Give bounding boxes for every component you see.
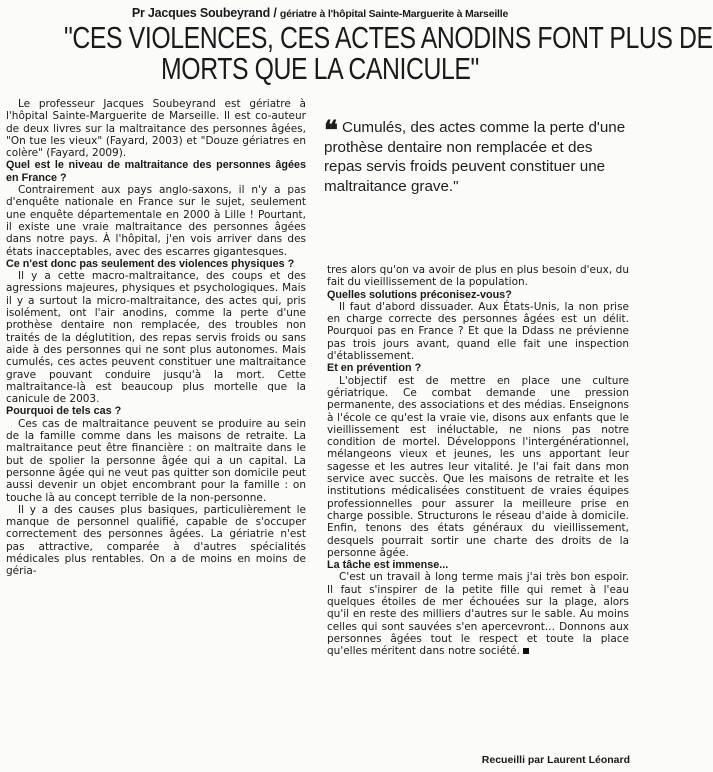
open-quote-icon: ❝ [324,116,338,146]
headline-line-1: "CES VIOLENCES, CES ACTES ANODINS FONT PLUS DE [64,20,713,55]
question-4: Quelles solutions préconisez-vous? [327,288,512,301]
pull-quote-text: Cumulés, des actes comme la perte d'une prothèse dentaire non remplacée et des repas servis froids peuvent constituer une maltraitance grave." [324,119,626,195]
byline-name: Pr Jacques Soubeyrand [131,6,271,20]
answer-4-paragraph: Il faut d'abord dissuader. Aux États-Unis, la non prise en charge correcte des personnes âgées est un délit. Pourquoi pas en France ? Et que la Ddass ne prévienne pas trois jours avant, quand elle fait une inspection d'établissement. [327,300,629,363]
answer-3-paragraph-1: Ces cas de maltraitance peuvent se produire au sein de la famille comme dans les maisons de retraite. La maltraitance peut être financière : on maltraite dans le but de spolier la personne âgée qui a un capital. La personne âgée qui ne veut pas quitter son domicile peut aussi devenir un objet encombrant pour la famille : on touche là au concept terrible de la non-personne. [6,417,306,504]
headline [64,20,713,86]
question-3: Pourquoi de tels cas ? [6,405,122,418]
intro-paragraph: Le professeur Jacques Soubeyrand est gériatre à l'hôpital Sainte-Marguerite de Marseille. Il est co-auteur de deux livres sur la maltraitance des personnes âgées, "On tue les vieux" (Fayard, 2003) et "Douze gériatres en colère" (Fayard, 2009). [6,98,306,160]
answer-1-paragraph: Contrairement aux pays anglo-saxons, il n'y a pas d'enquête nationale en France sur le sujet, seulement une enquête départementale en 2000 à Lille ! Pourtant, il existe une vraie maltraitance des personnes âgées dans notre pays. À l'hôpital, j'en vois arriver dans des états inacceptables, avec des escarres gigantesques. [6,184,306,258]
interview-credit: Recueilli par Laurent Léonard [481,754,630,766]
question-1: Quel est le niveau de maltraitance des personnes âgées en France ? [6,159,306,184]
byline-separator: / [270,6,280,20]
byline [0,6,640,20]
question-5: Et en prévention ? [327,362,422,375]
question-2: Ce n'est donc pas seulement des violences physiques ? [6,257,295,270]
headline-line-2: MORTS QUE LA CANICULE" [161,51,479,86]
answer-6-paragraph [327,571,629,657]
answer-5-paragraph: L'objectif est de mettre en place une culture gériatrique. Ce combat demande une pression permanente, des associations et des médias. Enseignons à l'école ce qu'est la vraie vie, disons aux enfants que le vieillissement est inéluctable, ne nions pas notre condition de mortel. Développons l'intergénérationnel, mélangeons vieux et jeunes, les uns apportant leur sagesse et les autres leur vitalité. Je l'ai fait dans mon service avec succès. Que les maisons de retraite et les institutions médicalisées constituent de vraies équipes professionnelles pour assurer la meilleure prise en charge possible. Structurons le réseau d'aide à domicile. Enfin, tenons des états généraux du vieillissement, desquels pourrait sortir une charte des droits de la personne âgée. [327,374,629,559]
answer-2-paragraph: Il y a cette macro-maltraitance, des coups et des agressions majeures, physiques et psychologiques. Mais il y a surtout la micro-maltraitance, des actes qui, pris isolément, ont l'air anodins, comme la perte d'une prothèse dentaire non remplacée, des troubles non traités de la déglutition, des repas servis froids ou sans aide à des personnes qui ne sont plus autonomes. Mais cumulés, ces actes peuvent constituer une maltraitance grave pouvant conduire jusqu'à la mort. Cette maltraitance-là est beaucoup plus mortelle que la canicule de 2003. [6,270,306,406]
end-square-icon [523,648,529,654]
answer-6-text: C'est un travail à long terme mais j'ai très bon espoir. Il faut s'inspirer de la petite fille qui remet à l'eau quelques étoiles de mer échouées sur la plage, alors qu'il en reste des milliers d'autres sur le sable. Au moins celles qui sont sauvées s'en apercevront... Donnons aux personnes âgées tout le respect et toute la place qu'elles méritent dans notre société. [327,571,629,658]
byline-role: gériatre à l'hôpital Sainte-Marguerite à Marseille [279,8,509,20]
answer-3-continuation: tres alors qu'on va avoir de plus en plus besoin d'eux, du fait du vieillissement de la population. [327,264,629,289]
pull-quote [324,118,634,196]
answer-3-paragraph-2: Il y a des causes plus basiques, particulièrement le manque de personnel qualifié, capable de s'occuper correctement des personnes âgées. La gériatrie n'est pas attractive, comparée à d'autres spécialités médicales plus rentables. On a de moins en moins de géria- [6,503,306,578]
article-column-left [6,98,306,578]
article-column-right [327,264,629,658]
question-6: La tâche est immense... [327,559,449,572]
